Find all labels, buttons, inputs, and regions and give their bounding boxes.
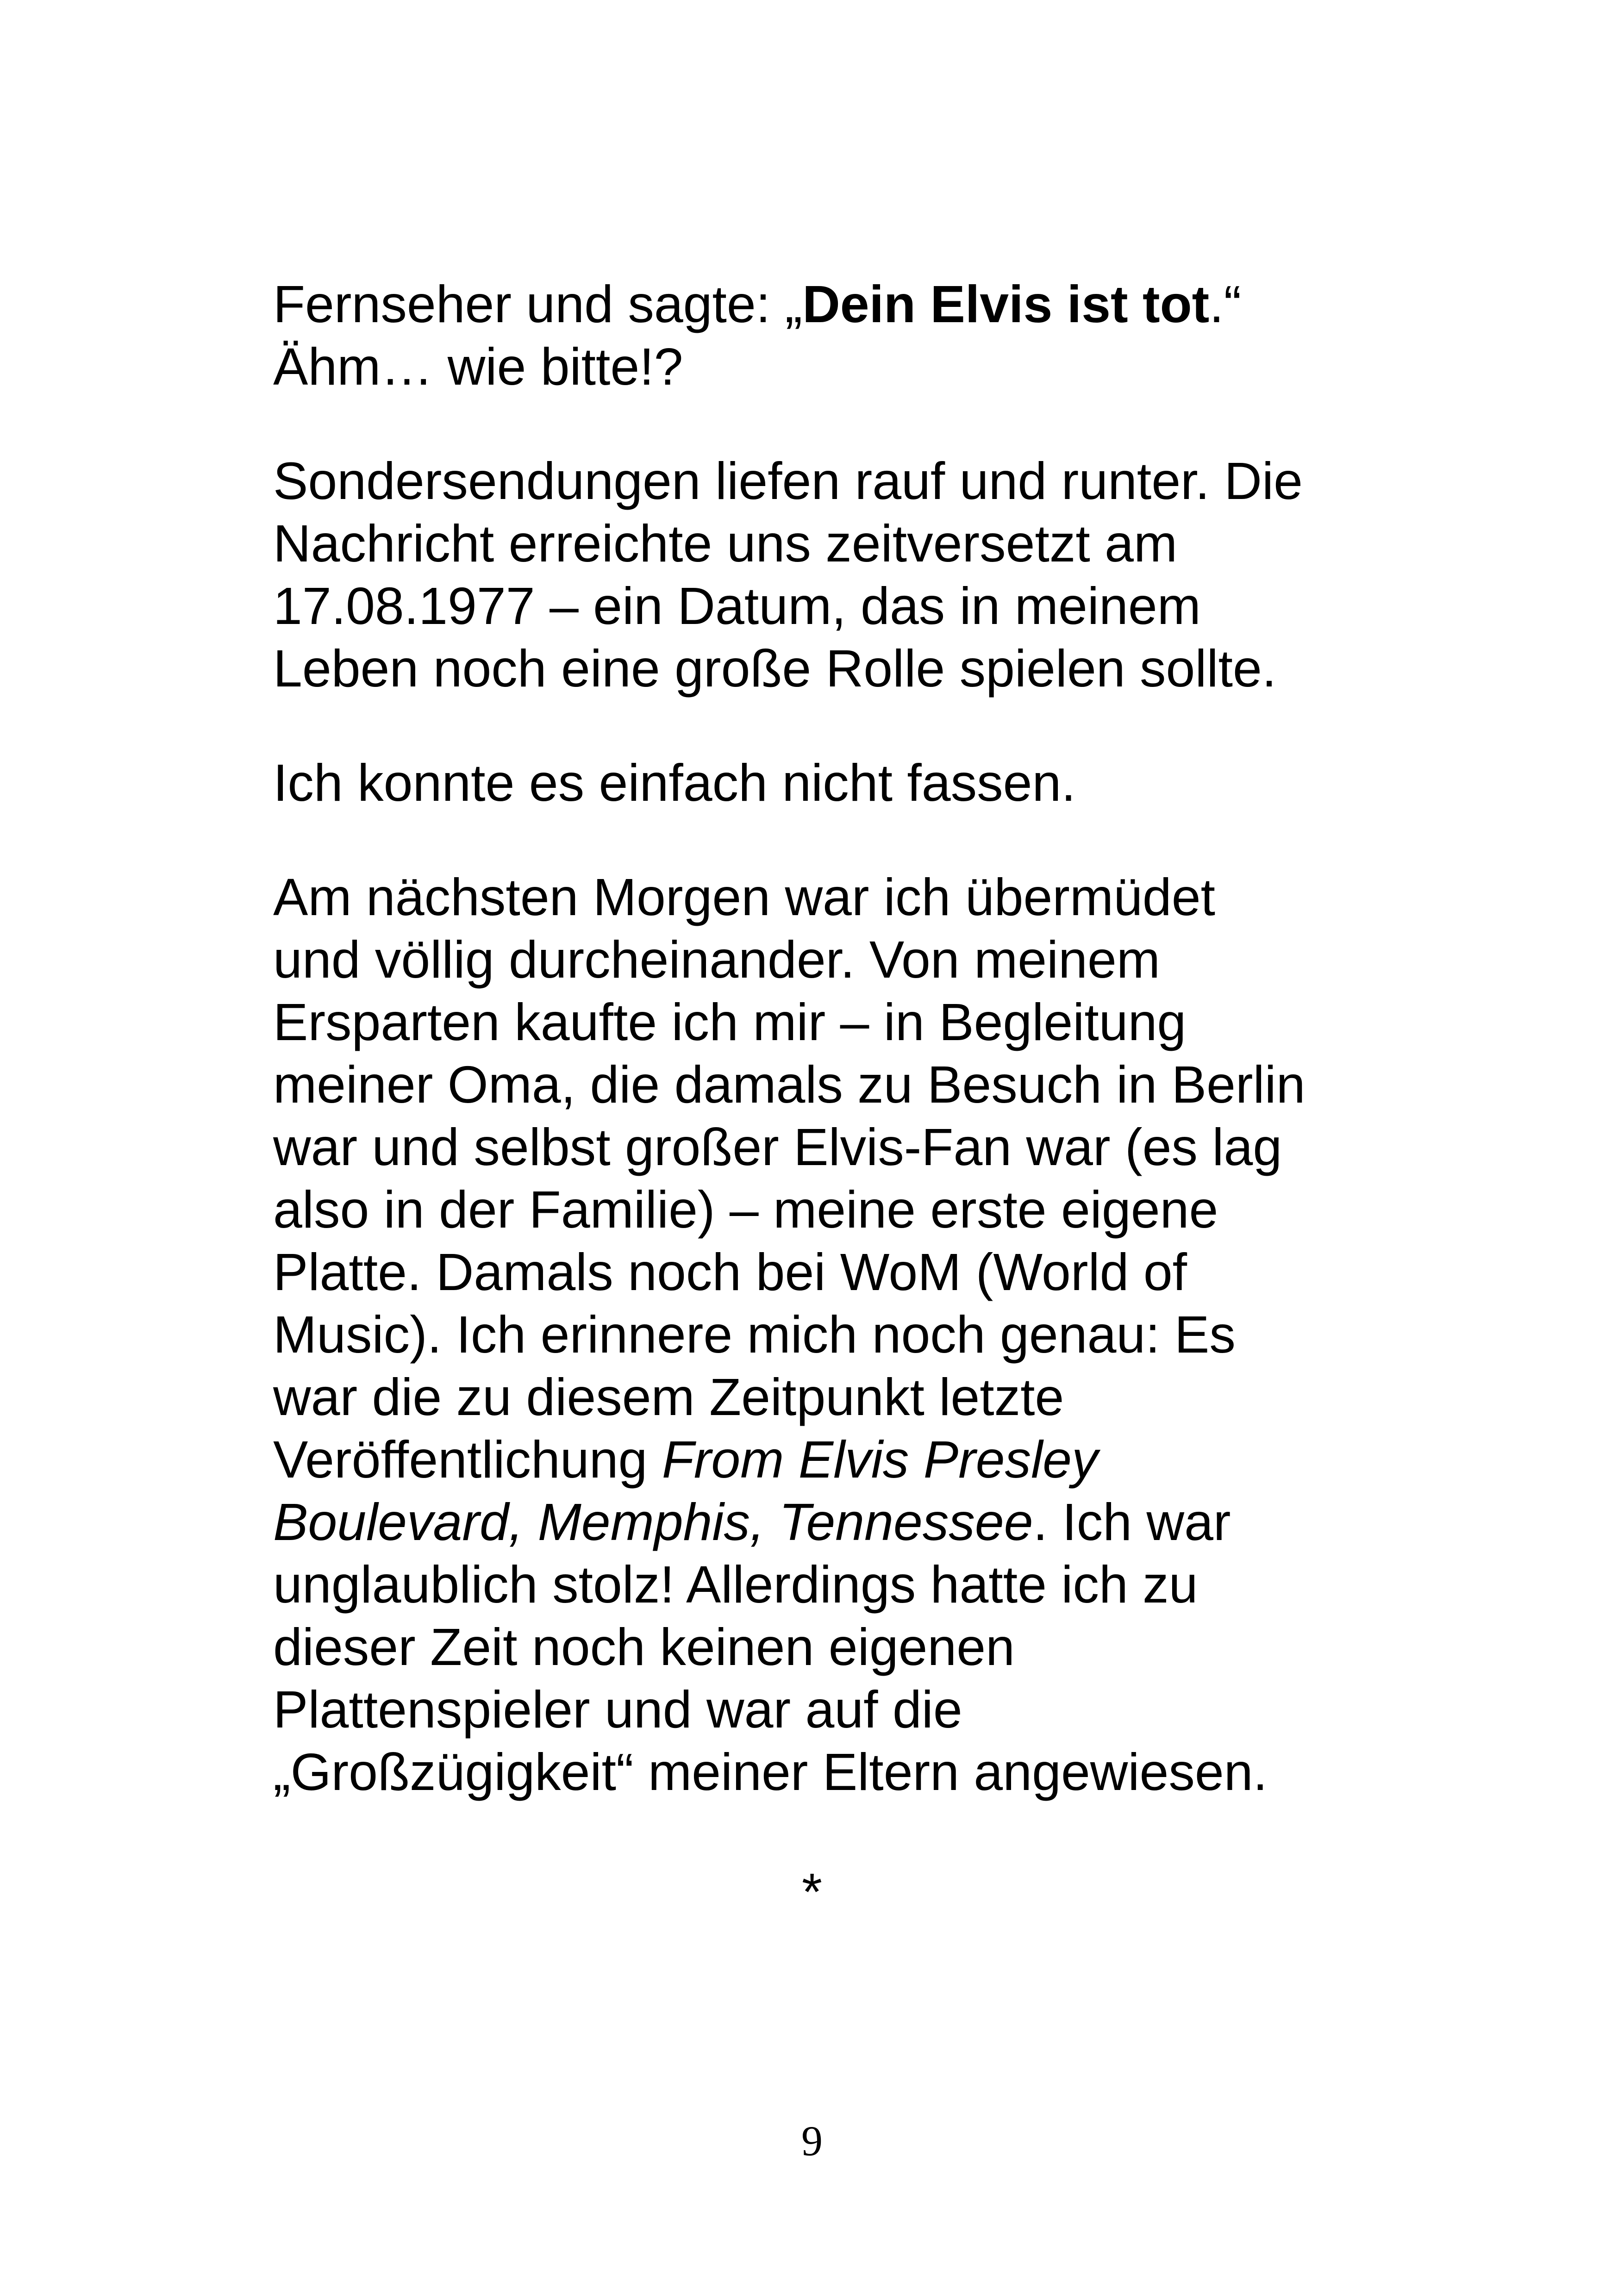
text-line	[273, 273, 1384, 336]
text-line	[273, 1553, 1384, 1616]
text-segment: Ich konnte es einfach nicht fassen.	[273, 754, 1076, 812]
text-segment: dieser Zeit noch keinen eigenen	[273, 1618, 1015, 1676]
paragraph	[273, 273, 1384, 398]
text-line	[273, 450, 1384, 512]
body-text	[273, 273, 1384, 1855]
text-segment: Nachricht erreichte uns zeitversetzt am	[273, 514, 1178, 573]
text-line	[273, 637, 1384, 700]
text-line	[273, 1616, 1384, 1678]
text-line	[273, 991, 1384, 1054]
text-line	[273, 1179, 1384, 1241]
text-segment: Ersparten kaufte ich mir – in Begleitung	[273, 993, 1187, 1051]
text-segment: Leben noch eine große Rolle spielen sollte.	[273, 639, 1277, 698]
text-line	[273, 1678, 1384, 1741]
text-line	[273, 1303, 1384, 1366]
text-segment: meiner Oma, die damals zu Besuch in Berlin	[273, 1055, 1305, 1114]
text-line	[273, 512, 1384, 575]
text-segment: Platte. Damals noch bei WoM (World of	[273, 1243, 1187, 1301]
page-number: 9	[801, 2117, 823, 2164]
text-line	[273, 1116, 1384, 1179]
text-segment: Plattenspieler und war auf die	[273, 1680, 962, 1739]
paragraph	[273, 866, 1384, 1803]
paragraph	[273, 752, 1384, 814]
text-segment: also in der Familie) – meine erste eigene	[273, 1180, 1218, 1239]
text-line	[273, 929, 1384, 991]
text-segment: Veröffentlichung	[273, 1430, 662, 1489]
text-segment: und völlig durcheinander. Von meinem	[273, 930, 1160, 989]
text-line	[273, 1241, 1384, 1303]
text-segment: „Großzügigkeit“ meiner Eltern angewiesen.	[273, 1743, 1268, 1801]
text-segment: Fernseher und sagte: „	[273, 275, 803, 333]
text-line	[273, 1054, 1384, 1116]
text-line	[273, 1428, 1384, 1491]
text-line	[273, 1491, 1384, 1553]
section-separator: *	[802, 1863, 822, 1921]
italic-title: Boulevard, Memphis, Tennessee	[273, 1493, 1033, 1551]
text-line	[273, 866, 1384, 929]
italic-title: From Elvis Presley	[662, 1430, 1098, 1489]
text-segment: Sondersendungen liefen rauf und runter. Die	[273, 452, 1303, 510]
bold-text: Dein Elvis ist tot	[802, 275, 1210, 333]
text-segment: Music). Ich erinnere mich noch genau: Es	[273, 1305, 1236, 1364]
text-segment: war und selbst großer Elvis-Fan war (es lag	[273, 1118, 1282, 1176]
text-segment: 17.08.1977 – ein Datum, das in meinem	[273, 577, 1201, 635]
text-line	[273, 752, 1384, 814]
text-line	[273, 336, 1384, 398]
text-segment: war die zu diesem Zeitpunkt letzte	[273, 1368, 1064, 1426]
text-line	[273, 1741, 1384, 1803]
text-segment: . Ich war	[1033, 1493, 1231, 1551]
text-segment: unglaublich stolz! Allerdings hatte ich zu	[273, 1555, 1198, 1614]
text-segment: Ähm… wie bitte!?	[273, 337, 683, 396]
text-segment: .“	[1209, 275, 1242, 333]
paragraph	[273, 450, 1384, 700]
text-line	[273, 1366, 1384, 1428]
text-line	[273, 575, 1384, 637]
text-segment: Am nächsten Morgen war ich übermüdet	[273, 868, 1215, 926]
